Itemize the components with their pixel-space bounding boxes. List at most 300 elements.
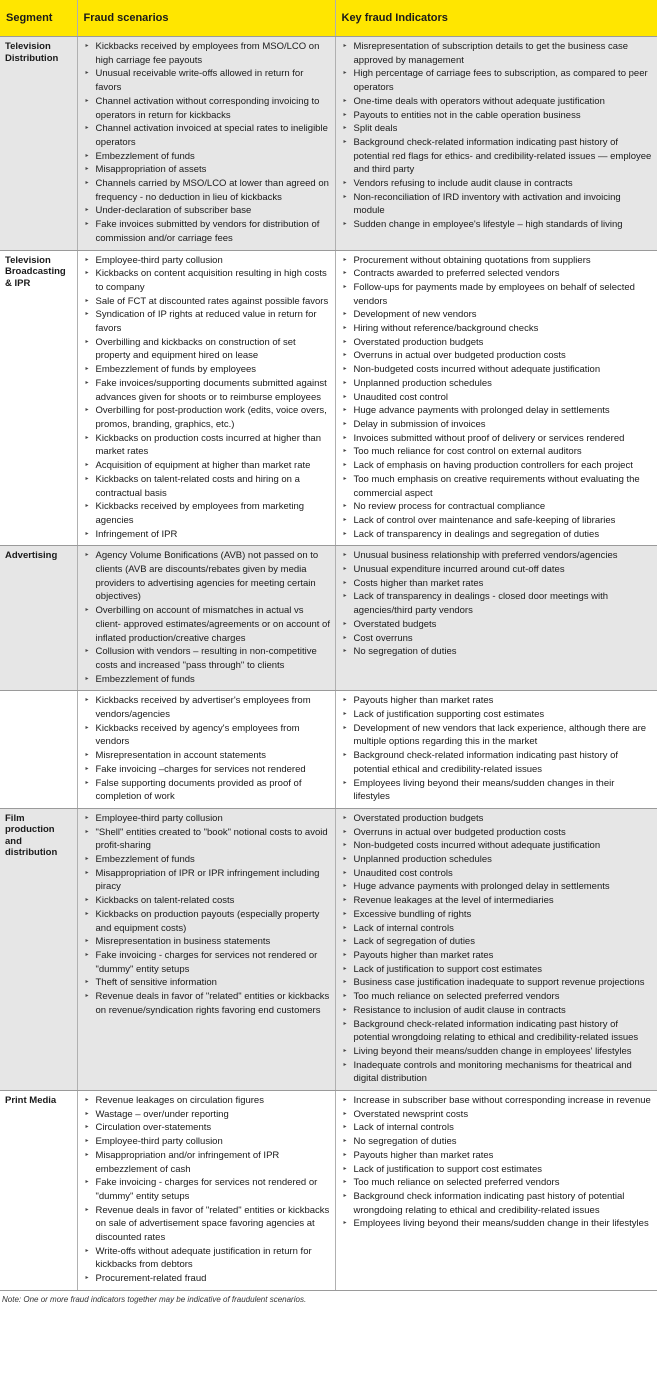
list-item: [84, 908, 331, 935]
list-item: [342, 894, 654, 908]
list-item: [84, 694, 331, 721]
bullet-icon: ▸: [343, 924, 347, 931]
segment-cell: Advertising: [0, 546, 77, 691]
list-item: [342, 122, 654, 136]
list-item: [342, 363, 654, 377]
list-item-text: Vendors refusing to include audit clause in contracts: [353, 178, 573, 190]
list-item: [84, 749, 331, 763]
bullet-icon: ▸: [85, 97, 89, 104]
list-item: [342, 67, 654, 94]
list-item: [342, 445, 654, 459]
indicator-list: [342, 1094, 654, 1231]
fraud-indicators-cell: [335, 546, 657, 691]
bullet-icon: ▸: [343, 724, 347, 731]
list-item: [342, 322, 654, 336]
list-item-text: Agency Volume Bonifications (AVB) not passed on to clients (AVB are discounts/rebates given by media providers to advertising agencies for meeting certain objectives): [95, 550, 319, 603]
bullet-icon: ▸: [343, 462, 347, 469]
scenario-list: [84, 254, 331, 542]
list-item-text: Too much reliance for cost control on external auditors: [353, 446, 582, 458]
list-item: [342, 528, 654, 542]
scenario-list: [84, 812, 331, 1018]
list-item: [84, 990, 331, 1017]
bullet-icon: ▸: [343, 448, 347, 455]
bullet-icon: ▸: [85, 379, 89, 386]
list-item: [84, 604, 331, 645]
list-item: [342, 812, 654, 826]
list-item-text: "Shell" entities created to "book" notional costs to avoid profit-sharing: [95, 826, 328, 852]
list-item: [84, 867, 331, 894]
bullet-icon: ▸: [343, 965, 347, 972]
bullet-icon: ▸: [85, 1124, 89, 1131]
table-row: [0, 1091, 657, 1291]
bullet-icon: ▸: [85, 43, 89, 49]
list-item: [84, 336, 331, 363]
list-item-text: Lack of segregation of duties: [353, 936, 475, 948]
list-item-text: Too much emphasis on creative requirements without evaluating the commercial aspect: [353, 473, 640, 499]
list-item: [84, 1245, 331, 1272]
list-item-text: Lack of emphasis on having production controllers for each project: [353, 460, 633, 472]
list-item: [342, 1004, 654, 1018]
list-item: [84, 1094, 331, 1108]
bullet-icon: ▸: [343, 43, 347, 49]
list-item-text: One-time deals with operators without adequate justification: [353, 95, 605, 107]
list-item: [84, 528, 331, 542]
list-item-text: Kickbacks on talent-related costs and hiring on a contractual basis: [95, 473, 300, 499]
segment-cell: Television Broadcasting & IPR: [0, 250, 77, 546]
fraud-scenarios-cell: [77, 546, 335, 691]
bullet-icon: ▸: [85, 697, 89, 704]
bullet-icon: ▸: [343, 993, 347, 1000]
bullet-icon: ▸: [343, 325, 347, 332]
list-item: [342, 826, 654, 840]
bullet-icon: ▸: [343, 856, 347, 863]
bullet-icon: ▸: [343, 566, 347, 573]
indicator-list: [342, 812, 654, 1086]
list-item: [342, 218, 654, 232]
bullet-icon: ▸: [343, 897, 347, 904]
list-item-text: Living beyond their means/sudden change in employees' lifestyles: [353, 1045, 632, 1057]
list-item-text: Payouts higher than market rates: [353, 950, 494, 961]
bullet-icon: ▸: [343, 1138, 347, 1145]
list-item-text: High percentage of carriage fees to subscription, as compared to peer operators: [353, 68, 648, 94]
list-item-text: Wastage – over/under reporting: [95, 1108, 229, 1120]
bullet-icon: ▸: [343, 221, 347, 228]
list-item-text: Overstated budgets: [353, 618, 437, 630]
list-item-text: Increase in subscriber base without corresponding increase in revenue: [353, 1095, 651, 1107]
list-item: [84, 473, 331, 500]
bullet-icon: ▸: [85, 434, 89, 441]
list-item-text: Hiring without reference/background checks: [353, 323, 539, 335]
list-item: [342, 459, 654, 473]
list-item-text: Too much reliance on selected preferred vendors: [353, 1177, 560, 1189]
list-item-text: Lack of transparency in dealings - closed door meetings with agencies/third party vendors: [353, 591, 609, 617]
bullet-icon: ▸: [343, 270, 347, 277]
list-item-text: Lack of internal controls: [353, 1122, 454, 1134]
bullet-icon: ▸: [85, 70, 89, 77]
bullet-icon: ▸: [343, 125, 347, 132]
list-item-text: Channel activation invoiced at special rates to ineligible operators: [95, 123, 328, 148]
list-item-text: Unusual receivable write-offs allowed in return for favors: [95, 68, 304, 94]
list-item-text: Resistance to inclusion of audit clause in contracts: [353, 1004, 566, 1016]
list-item: [342, 95, 654, 109]
bullet-icon: ▸: [343, 193, 347, 200]
list-item-text: Huge advance payments with prolonged delay in settlements: [353, 881, 610, 893]
list-item: [84, 853, 331, 867]
list-item-text: Employee-third party collusion: [95, 812, 223, 824]
list-item: [342, 377, 654, 391]
list-item: [342, 336, 654, 350]
list-item: [342, 1149, 654, 1163]
list-item: [342, 109, 654, 123]
list-item-text: Collusion with vendors – resulting in non-competitive costs and increased "pass through" to clients: [95, 646, 317, 671]
list-item-text: Embezzlement of funds: [95, 150, 195, 162]
list-item: [84, 404, 331, 431]
fraud-indicators-cell: [335, 37, 657, 251]
bullet-icon: ▸: [85, 1151, 89, 1158]
fraud-scenarios-cell: [77, 37, 335, 251]
list-item-text: Fake invoicing - charges for services not rendered or "dummy" entity setups: [95, 1177, 318, 1202]
list-item-text: Employees living beyond their means/sudden changes in their lifestyles: [353, 777, 615, 803]
bullet-icon: ▸: [343, 1151, 347, 1158]
list-item: [84, 894, 331, 908]
list-item-text: Fake invoices/supporting documents submitted against advances given for shoots or to reimburse employees: [95, 377, 327, 403]
list-item: [342, 1121, 654, 1135]
list-item: [342, 308, 654, 322]
bullet-icon: ▸: [343, 283, 347, 290]
bullet-icon: ▸: [85, 552, 89, 559]
list-item: [342, 404, 654, 418]
bullet-icon: ▸: [85, 297, 89, 304]
bullet-icon: ▸: [85, 311, 89, 318]
list-item: [84, 673, 331, 687]
list-item: [84, 204, 331, 218]
bullet-icon: ▸: [343, 530, 347, 537]
fraud-indicators-cell: [335, 250, 657, 546]
list-item-text: Revenue deals in favor of "related" entities or kickbacks on sale of advertisement space favoring agencies at discounted rates: [95, 1204, 330, 1244]
bullet-icon: ▸: [343, 938, 347, 945]
list-item: [342, 867, 654, 881]
bullet-icon: ▸: [343, 366, 347, 373]
list-item-text: Embezzlement of funds: [95, 673, 195, 685]
list-item-text: Huge advance payments with prolonged delay in settlements: [353, 405, 610, 417]
scenario-list: [84, 694, 331, 804]
bullet-icon: ▸: [85, 779, 89, 786]
list-item-text: Kickbacks received by agency's employees from vendors: [95, 722, 300, 748]
list-item: [84, 40, 331, 67]
bullet-icon: ▸: [85, 1179, 89, 1186]
bullet-icon: ▸: [343, 138, 347, 145]
scenario-list: [84, 1094, 331, 1286]
bullet-icon: ▸: [343, 1192, 347, 1199]
list-item-text: False supporting documents provided as proof of completion of work: [95, 777, 302, 803]
list-item: [84, 722, 331, 749]
bullet-icon: ▸: [343, 311, 347, 318]
bullet-icon: ▸: [85, 270, 89, 277]
bullet-icon: ▸: [85, 1110, 89, 1117]
bullet-icon: ▸: [85, 1138, 89, 1145]
list-item-text: Channels carried by MSO/LCO at lower than agreed on frequency - no deduction in lieu of kickbacks: [95, 178, 329, 203]
indicator-list: [342, 254, 654, 542]
bullet-icon: ▸: [85, 475, 89, 482]
list-item: [342, 432, 654, 446]
header-segment: Segment: [0, 0, 77, 37]
list-item: [84, 812, 331, 826]
list-item: [84, 1108, 331, 1122]
list-item: [84, 976, 331, 990]
bullet-icon: ▸: [343, 338, 347, 345]
list-item: [84, 218, 331, 245]
list-item-text: Procurement-related fraud: [95, 1273, 207, 1285]
bullet-icon: ▸: [343, 752, 347, 759]
list-item-text: Development of new vendors: [353, 309, 477, 321]
list-item: [84, 432, 331, 459]
list-item: [342, 577, 654, 591]
list-item-text: Kickbacks received by advertiser's employees from vendors/agencies: [95, 695, 311, 721]
bullet-icon: ▸: [343, 593, 347, 600]
list-item-text: Sudden change in employee's lifestyle – high standards of living: [353, 219, 623, 231]
list-item: [84, 549, 331, 604]
bullet-icon: ▸: [85, 856, 89, 863]
bullet-icon: ▸: [343, 1110, 347, 1117]
list-item: [342, 549, 654, 563]
list-item: [342, 618, 654, 632]
bullet-icon: ▸: [343, 503, 347, 510]
bullet-icon: ▸: [343, 407, 347, 414]
list-item-text: Write-offs without adequate justification in return for kickbacks from debtors: [95, 1245, 312, 1271]
bullet-icon: ▸: [343, 1220, 347, 1227]
list-item-text: Overbilling and kickbacks on construction of set property and equipment hired on lease: [95, 336, 296, 362]
list-item-text: Lack of transparency in dealings and segregation of duties: [353, 528, 600, 540]
scenario-list: [84, 40, 331, 246]
list-item-text: Lack of justification to support cost estimates: [353, 963, 543, 975]
bullet-icon: ▸: [343, 814, 347, 821]
list-item: [342, 935, 654, 949]
list-item-text: Unplanned production schedules: [353, 854, 492, 866]
bullet-icon: ▸: [343, 711, 347, 718]
list-item-text: Costs higher than market rates: [353, 577, 484, 589]
bullet-icon: ▸: [85, 910, 89, 917]
bullet-icon: ▸: [343, 1179, 347, 1186]
list-item-text: Unusual expenditure incurred around cut-off dates: [353, 564, 565, 576]
list-item-text: Acquisition of equipment at higher than market rate: [95, 460, 311, 472]
list-item-text: Overruns in actual over budgeted production costs: [353, 826, 566, 838]
bullet-icon: ▸: [85, 1275, 89, 1282]
list-item-text: Payouts higher than market rates: [353, 1149, 494, 1161]
list-item: [342, 922, 654, 936]
list-item-text: Circulation over-statements: [95, 1122, 212, 1134]
list-item: [342, 708, 654, 722]
list-item-text: Non-budgeted costs incurred without adequate justification: [353, 364, 601, 376]
list-item: [342, 349, 654, 363]
list-item-text: Excessive bundling of rights: [353, 908, 472, 920]
list-item: [342, 853, 654, 867]
bullet-icon: ▸: [343, 979, 347, 986]
list-item-text: No segregation of duties: [353, 1136, 457, 1148]
list-item-text: Misappropriation of IPR or IPR infringement including piracy: [95, 867, 320, 893]
bullet-icon: ▸: [343, 869, 347, 876]
list-item: [342, 563, 654, 577]
bullet-icon: ▸: [343, 634, 347, 641]
table-row: [0, 37, 657, 251]
header-key-fraud-indicators: Key fraud Indicators: [335, 0, 657, 37]
list-item-text: Infringement of IPR: [95, 528, 178, 540]
list-item: [84, 95, 331, 122]
bullet-icon: ▸: [85, 125, 89, 132]
list-item-text: Non-budgeted costs incurred without adequate justification: [353, 840, 601, 852]
list-item-text: Revenue leakages on circulation figures: [95, 1095, 264, 1107]
bullet-icon: ▸: [343, 552, 347, 559]
bullet-icon: ▸: [343, 697, 347, 704]
list-item-text: Background check information indicating past history of potential wrongdoing relating to ethical and credibility-related issues: [353, 1190, 625, 1216]
segment-cell: Film production and distribution: [0, 808, 77, 1090]
list-item: [84, 949, 331, 976]
bullet-icon: ▸: [85, 407, 89, 414]
list-item-text: Overbilling on account of mismatches in actual vs client- approved estimates/agreements or on account of inflated production/creative charges: [95, 605, 330, 644]
list-item: [342, 391, 654, 405]
list-item-text: Delay in submission of invoices: [353, 418, 486, 430]
list-item: [342, 976, 654, 990]
list-item-text: Cost overruns: [353, 632, 413, 644]
bullet-icon: ▸: [343, 1020, 347, 1027]
list-item-text: Employees living beyond their means/sudden change in their lifestyles: [353, 1218, 649, 1230]
list-item-text: No review process for contractual compliance: [353, 501, 546, 513]
list-item-text: Kickbacks on production payouts (especially property and equipment costs): [95, 908, 320, 934]
bullet-icon: ▸: [343, 579, 347, 586]
bullet-icon: ▸: [343, 1165, 347, 1172]
list-item: [342, 267, 654, 281]
list-item-text: Fake invoicing –charges for services not rendered: [95, 763, 306, 775]
bullet-icon: ▸: [85, 221, 89, 228]
bullet-icon: ▸: [85, 938, 89, 945]
indicator-list: [342, 694, 654, 804]
bullet-icon: ▸: [343, 475, 347, 482]
list-item-text: Follow-ups for payments made by employees on behalf of selected vendors: [353, 281, 635, 307]
list-item: [342, 1059, 654, 1086]
list-item-text: Kickbacks received by employees from marketing agencies: [95, 501, 305, 526]
fraud-indicators-cell: [335, 1091, 657, 1291]
list-item: [84, 459, 331, 473]
list-item-text: Procurement without obtaining quotations from suppliers: [353, 254, 591, 266]
list-item-text: Misappropriation and/or infringement of IPR embezzlement of cash: [95, 1149, 280, 1175]
list-item: [84, 826, 331, 853]
bullet-icon: ▸: [343, 1006, 347, 1013]
segment-cell: Television Distribution: [0, 37, 77, 251]
bullet-icon: ▸: [343, 779, 347, 786]
list-item-text: Background check-related information indicating past history of potential red flags for ethics- and credibility-related issues — employee and third party: [353, 136, 652, 176]
list-item-text: Kickbacks on production costs incurred at higher than market rates: [95, 432, 321, 458]
bullet-icon: ▸: [85, 607, 89, 614]
bullet-icon: ▸: [85, 765, 89, 772]
indicator-list: [342, 549, 654, 659]
bullet-icon: ▸: [85, 530, 89, 537]
list-item: [342, 136, 654, 177]
list-item: [84, 1121, 331, 1135]
bullet-icon: ▸: [343, 1097, 347, 1104]
list-item: [342, 908, 654, 922]
bullet-icon: ▸: [85, 1247, 89, 1254]
fraud-scenarios-cell: [77, 250, 335, 546]
list-item: [84, 150, 331, 164]
bullet-icon: ▸: [343, 842, 347, 849]
list-item-text: Background check-related information indicating past history of potential wrongdoing relating to ethical and credibility-related issues: [353, 1018, 639, 1044]
list-item: [84, 763, 331, 777]
list-item: [84, 377, 331, 404]
bullet-icon: ▸: [85, 256, 89, 263]
list-item-text: Under-declaration of subscriber base: [95, 205, 252, 217]
list-item: [342, 880, 654, 894]
list-item-text: Unaudited cost control: [353, 391, 449, 403]
list-item-text: Theft of sensitive information: [95, 977, 217, 989]
bullet-icon: ▸: [85, 828, 89, 835]
bullet-icon: ▸: [343, 256, 347, 263]
bullet-icon: ▸: [343, 111, 347, 118]
list-item: [84, 67, 331, 94]
list-item-text: Misrepresentation of subscription details to get the business case approved by management: [353, 41, 629, 66]
bullet-icon: ▸: [343, 180, 347, 187]
list-item: [342, 590, 654, 617]
indicator-list: [342, 40, 654, 232]
list-item: [342, 1045, 654, 1059]
list-item: [342, 949, 654, 963]
header-row: [0, 0, 657, 37]
footnote: Note: One or more fraud indicators together may be indicative of fraudulent scenarios.: [2, 1294, 307, 1304]
list-item: [84, 1272, 331, 1286]
bullet-icon: ▸: [343, 620, 347, 627]
list-item-text: Unplanned production schedules: [353, 377, 492, 389]
fraud-scenarios-cell: [77, 691, 335, 809]
header-fraud-scenarios: Fraud scenarios: [77, 0, 335, 37]
bullet-icon: ▸: [343, 828, 347, 835]
list-item-text: Revenue leakages at the level of intermediaries: [353, 895, 554, 907]
list-item-text: Payouts to entities not in the cable operation business: [353, 109, 581, 121]
bullet-icon: ▸: [85, 338, 89, 345]
bullet-icon: ▸: [85, 979, 89, 986]
list-item: [84, 122, 331, 149]
list-item-text: Misrepresentation in account statements: [95, 750, 267, 762]
bullet-icon: ▸: [85, 993, 89, 1000]
bullet-icon: ▸: [85, 207, 89, 214]
list-item-text: Overstated newsprint costs: [353, 1108, 469, 1120]
bullet-icon: ▸: [343, 393, 347, 400]
list-item: [84, 1176, 331, 1203]
bullet-icon: ▸: [85, 166, 89, 173]
table-row: [0, 546, 657, 691]
list-item-text: Lack of internal controls: [353, 922, 454, 934]
list-item-text: Employee-third party collusion: [95, 1136, 223, 1148]
list-item: [342, 1163, 654, 1177]
list-item: [342, 1176, 654, 1190]
list-item-text: Contracts awarded to preferred selected vendors: [353, 268, 560, 280]
bullet-icon: ▸: [85, 869, 89, 876]
list-item-text: Revenue deals in favor of "related" entities or kickbacks on revenue/syndication rights favoring end customers: [95, 991, 330, 1016]
list-item-text: Lack of control over maintenance and safe-keeping of libraries: [353, 514, 616, 526]
list-item: [342, 1217, 654, 1231]
list-item: [342, 177, 654, 191]
bullet-icon: ▸: [343, 70, 347, 77]
list-item-text: Too much reliance on selected preferred vendors: [353, 991, 560, 1003]
bullet-icon: ▸: [85, 1097, 89, 1104]
list-item: [342, 1018, 654, 1045]
bullet-icon: ▸: [85, 152, 89, 159]
list-item-text: Embezzlement of funds: [95, 854, 195, 866]
list-item: [342, 1190, 654, 1217]
list-item: [342, 254, 654, 268]
list-item-text: Fake invoicing - charges for services not rendered or "dummy" entity setups: [95, 950, 318, 975]
list-item: [84, 163, 331, 177]
fraud-scenarios-cell: [77, 808, 335, 1090]
bullet-icon: ▸: [343, 379, 347, 386]
list-item-text: Overruns in actual over budgeted production costs: [353, 350, 566, 362]
